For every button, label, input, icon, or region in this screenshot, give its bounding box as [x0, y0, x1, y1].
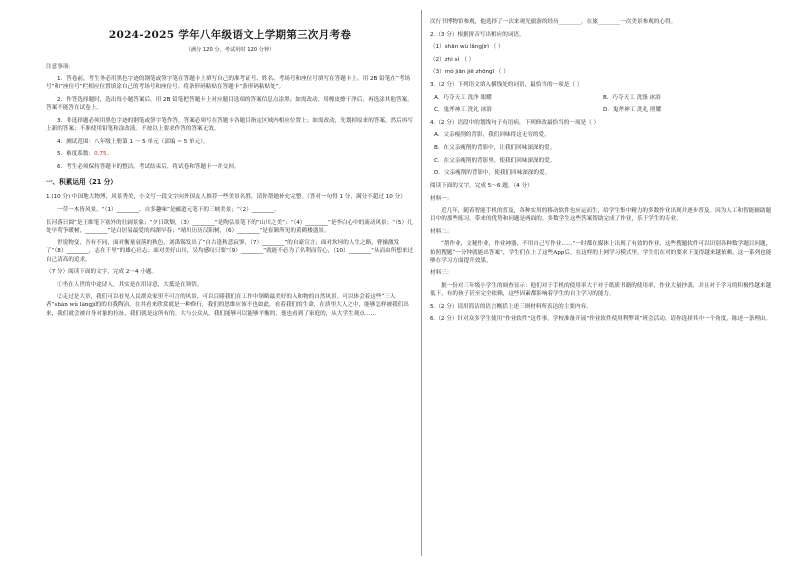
- reading-stem: （7 分）阅读下面的文字，完成 2～4 小题。: [46, 269, 158, 276]
- column-divider: [421, 10, 422, 556]
- notice-item-1: 1．答卷前，考生务必用黑色字迹的钢笔或签字笔在答题卡上填写自己的准考证号、姓名、考场号和座位号填写在答题卡上。用 2B 铅笔在“考场号”和“座位号”栏相应位置填涂自己的考场号和座位号。将条形码粘贴在答题卡“条形码粘贴处”。: [46, 76, 411, 91]
- option-d: D．父亲瘦削的背影中，使我们回味深深的爱。: [434, 170, 551, 177]
- question-1-line: 一草一木皆风景，“（1）________，自多趣味”是郦道元笔下的三峡美景；“（2）________，: [57, 207, 280, 213]
- option-b: B．在父亲瘦削的背影中，让我们回味深深的爱。: [434, 145, 556, 152]
- exam-title: 2024-2025 学年八年级语文上学期第三次月考卷: [108, 29, 352, 41]
- question-3-options-row: [434, 94, 772, 102]
- question-1-line: 世说物变，吾有不同，面对衡量衰落的秋色，刘禹锡发出了“自古逢秋悲寂寥，（7）________”的自豪宣言；面对坎坷的人生之路，曹操激发了“（8）________，志在千里”的雄心壮志；面对美好山川，吴均感叹只要“（9）________”就能不必为了名利而劳心，（10）________“从而由所想来过自己清高的追求。: [46, 240, 414, 263]
- passage-paragraph-1: ①坐在人世的中途诗人，其实是在用诗意，大抵是在领悟。: [57, 281, 203, 288]
- option-b: B．巧夺天工 洗涤 冰浴: [603, 94, 661, 101]
- notice-title: 注意事项：: [46, 63, 74, 70]
- material-1-title: 材料一：: [430, 195, 453, 202]
- notice-item-4: 4．测试范围：八年级上册第 1 ～ 5 单元（部编 ~ 5 单元）。: [57, 138, 209, 145]
- question-3-stem: 3.（2 分）下列语文填入横线处的词语，最恰当的一项是（ ）: [430, 82, 583, 89]
- material-3-title: 材料三：: [430, 270, 453, 277]
- question-6-stem: 6.（2 分）针对众多学生使用“作业软件”这件事，学校准备开展“作业软件使用利弊谈”班会活动，请你选择其中一个角度，陈述一条理由。: [430, 316, 772, 323]
- question-4-stem: 4.（2 分）语段中的划线句子有语病，下列修改最恰当的一项是（ ）: [430, 119, 600, 126]
- passage-continuation: 次行书博物馆参观，他选择了一次来观光旅游的经历________，在旅________一次美景参观的心得。: [430, 19, 677, 25]
- difficulty-value: 0.75。: [94, 151, 113, 158]
- difficulty-label: 5．难度系数：: [57, 151, 95, 158]
- question-5-stem: 5.（2 分）请用简洁的语言概括上述三则材料所表达的主要内容。: [430, 303, 592, 310]
- question-2-stem: 2.（3 分）根据拼音写出相应的词语。: [430, 31, 525, 38]
- option-c: C．鬼斧神工 洗礼 冰浴: [434, 107, 492, 114]
- pinyin-item-3: （3）mò jiān jiē zhōngī （ ）: [430, 69, 509, 76]
- pinyin-item-2: （2）zhì xì （ ）: [430, 56, 475, 63]
- left-column: [46, 18, 414, 548]
- notice-item-2: 2．作答选择题时，选出每小题答案后，用 2B 铅笔把答题卡上对应题目选项的答案信息点涂黑；如需改动，用橡皮擦干净后，再选涂其他答案。答案不能答在试卷上。: [46, 97, 413, 112]
- option-a: A．巧夺天工 洗净 眼耀: [434, 94, 492, 101]
- option-a: A．父亲瘦削的背影，我们回味得这无穷的爱。: [434, 132, 550, 139]
- option-d: D．鬼斧神工 洗礼 照耀: [603, 107, 662, 114]
- right-column: [430, 18, 772, 548]
- question-3-options-row: [434, 106, 772, 114]
- reading-lead: 阅读下面的文字，完成 5～6 题。（4 分）: [430, 182, 533, 189]
- material-3-text: 据一份对三年级小学生的调查显示：他们对于手机的使用率大于对于纸质书籍的使用率，作业大量抄袭，并且对于学习的积极性越来越低下，有的孩子甚至完全依赖，这些因素都影响着学生的自主学习的能力。: [430, 282, 772, 298]
- notice-item-3: 3．非选择题必须用黑色字迹的钢笔或签字笔作答，答案必须写在答题卡各题目指定区域内相应位置上；如需改动，先划掉原来的答案，然后再写上新的答案；不准使用铅笔和涂改液。不按以上要求作答的答案无效。: [46, 117, 413, 132]
- section-heading: 一、积累运用（21 分）: [46, 177, 117, 186]
- question-1-stem: 1.(10 分) 中国地大物博，风景秀美，小文写一段文字向外国友人推荐一些美景名胜，请你帮她补充完整。（答对一句得 1 分，满分不超过 10 分）: [46, 194, 406, 201]
- question-1-line: 长河落日圆”是王维笔下塞外的壮阔景象；“夕日欲颓，（3）________”是陶弘景笔下的“山川之美”；“（4）________”是李白心中的流动风景；“（5）几处早莺争暖树，________”是白居易最爱的西湖早春；“晴川历历汉阳树，（6）________”是崔颢所见的黄鹤楼盛景。: [46, 219, 413, 234]
- passage-paragraph-2: ②走过是大章，我们可以看见人民群众家里不可言的风景，可以目睹我们在工作中领略最美好的人和物的自然风景。可以体会着这些“三人者”shàn wù làngjí的的自我陶冶。在其看来欣赏就是一种修行，我们的思维应该不也如此。看着我们的生命，在质里大人之中，能够怎样被我们出来，我们就会被自身对象的拉扯，我们就是这所有的。大与公众从，我们能够可以能够平衡的，他也看到了家庭的，从大学生观点……: [46, 294, 409, 317]
- pinyin-item-1: （1）shān wù lǎngjìrì （ ）: [430, 44, 504, 51]
- material-1-text: 近几年，随着智能手机的普及，各种实用的移动软件也应运而生，给学生集中精力的多数作业出现并逐步普及。因为人工和智能辅助题目中的那些练习，带来的优势和问题是两面的。多数学生这些答案帮助完成了作业，乐于学生的专业。: [430, 208, 772, 223]
- exam-subtitle: （满分 120 分，考试用时 120 分钟）: [185, 47, 275, 54]
- material-2-title: 材料二：: [430, 228, 453, 235]
- material-2-text: “帮作业，文秘作业，作业神器，不用自己写作业……”一时都在媒体上出现了有效的作业，这些搜题软件可以识别各种数学题目问题，拍照搜题“一分钟就能出答案”，学生们在上了这些App后，在这样的上网学习模式里，学生们在对的要求下变得越来越依赖，这一系列也能够在学习方面提升效果。: [430, 241, 772, 264]
- option-c: C．在父亲瘦削的背影里，使我们回味深深的爱。: [434, 157, 556, 164]
- notice-item-6: 6．考生必须保持答题卡的整洁。考试结束后，将试卷和答题卡一并交回。: [57, 163, 240, 170]
- notice-item-5: [46, 150, 414, 158]
